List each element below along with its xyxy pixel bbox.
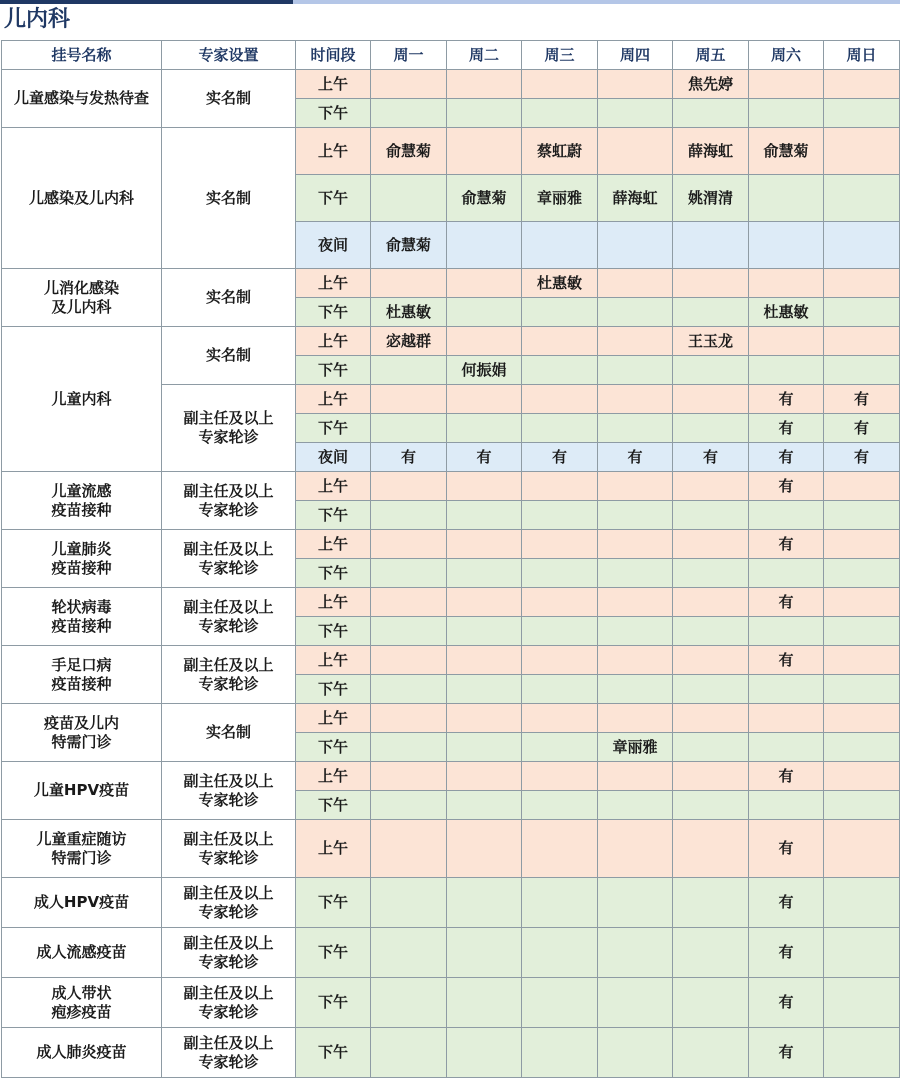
header-time-slot: 时间段: [296, 41, 371, 70]
day-cell-thu: [598, 128, 673, 175]
day-cell-thu: [598, 588, 673, 617]
day-cell-sun: [824, 762, 900, 791]
title-accent-bar: [0, 0, 293, 4]
day-cell-wed: [522, 559, 598, 588]
day-cell-sat: [749, 99, 824, 128]
day-cell-mon: [371, 414, 447, 443]
time-slot: 上午: [296, 704, 371, 733]
time-slot: 上午: [296, 472, 371, 501]
day-cell-sun: [824, 501, 900, 530]
day-cell-tue: [447, 588, 522, 617]
day-cell-thu: 章丽雅: [598, 733, 673, 762]
day-cell-thu: [598, 385, 673, 414]
time-slot: 下午: [296, 559, 371, 588]
day-cell-sat: 有: [749, 878, 824, 928]
day-cell-thu: [598, 978, 673, 1028]
day-cell-sat: [749, 617, 824, 646]
day-cell-mon: [371, 70, 447, 99]
day-cell-wed: [522, 99, 598, 128]
day-cell-fri: 有: [673, 443, 749, 472]
day-cell-sun: 有: [824, 414, 900, 443]
schedule-row: [2, 472, 900, 501]
day-cell-sat: [749, 559, 824, 588]
day-cell-mon: 杜惠敏: [371, 298, 447, 327]
day-cell-sat: 有: [749, 820, 824, 878]
day-cell-mon: [371, 928, 447, 978]
title-accent-bar-light: [293, 0, 900, 4]
day-cell-fri: [673, 978, 749, 1028]
day-cell-wed: [522, 646, 598, 675]
time-slot: 夜间: [296, 222, 371, 269]
registration-name: 手足口病 疫苗接种: [2, 646, 162, 704]
day-cell-sat: 有: [749, 978, 824, 1028]
day-cell-sun: [824, 356, 900, 385]
day-cell-tue: [447, 791, 522, 820]
day-cell-mon: [371, 733, 447, 762]
day-cell-sat: [749, 356, 824, 385]
day-cell-sun: [824, 978, 900, 1028]
day-cell-mon: [371, 617, 447, 646]
day-cell-fri: 薛海虹: [673, 128, 749, 175]
registration-name: 儿童HPV疫苗: [2, 762, 162, 820]
day-cell-thu: [598, 472, 673, 501]
time-slot: 上午: [296, 269, 371, 298]
day-cell-thu: [598, 878, 673, 928]
schedule-row: [2, 978, 900, 1028]
day-cell-thu: [598, 928, 673, 978]
expert-setting: 副主任及以上 专家轮诊: [162, 878, 296, 928]
day-cell-wed: [522, 820, 598, 878]
day-cell-mon: [371, 646, 447, 675]
schedule-row: [2, 762, 900, 791]
day-cell-tue: [447, 704, 522, 733]
day-cell-sat: 有: [749, 588, 824, 617]
day-cell-thu: [598, 501, 673, 530]
day-cell-thu: [598, 675, 673, 704]
expert-setting: 副主任及以上 专家轮诊: [162, 472, 296, 530]
time-slot: 下午: [296, 791, 371, 820]
registration-name: 儿消化感染 及儿内科: [2, 269, 162, 327]
day-cell-wed: [522, 617, 598, 646]
schedule-table: [1, 40, 900, 1078]
day-cell-wed: [522, 704, 598, 733]
day-cell-mon: [371, 269, 447, 298]
day-cell-wed: [522, 70, 598, 99]
day-cell-fri: 姚渭清: [673, 175, 749, 222]
day-cell-fri: [673, 559, 749, 588]
day-cell-mon: [371, 175, 447, 222]
time-slot: 下午: [296, 978, 371, 1028]
day-cell-wed: [522, 928, 598, 978]
day-cell-mon: [371, 704, 447, 733]
day-cell-sun: [824, 222, 900, 269]
day-cell-thu: [598, 414, 673, 443]
header-row: [2, 41, 900, 70]
day-cell-sun: 有: [824, 385, 900, 414]
day-cell-wed: [522, 298, 598, 327]
day-cell-sat: 有: [749, 443, 824, 472]
day-cell-fri: [673, 530, 749, 559]
day-cell-mon: [371, 762, 447, 791]
day-cell-mon: [371, 472, 447, 501]
day-cell-thu: [598, 298, 673, 327]
schedule-row: [2, 588, 900, 617]
day-cell-fri: [673, 298, 749, 327]
expert-setting: 副主任及以上 专家轮诊: [162, 1028, 296, 1078]
day-cell-tue: 俞慧菊: [447, 175, 522, 222]
day-cell-tue: [447, 70, 522, 99]
day-cell-mon: [371, 501, 447, 530]
day-cell-fri: [673, 1028, 749, 1078]
day-cell-mon: [371, 356, 447, 385]
day-cell-sat: [749, 675, 824, 704]
day-cell-wed: [522, 791, 598, 820]
day-cell-tue: [447, 675, 522, 704]
day-cell-mon: [371, 791, 447, 820]
day-cell-sun: 有: [824, 443, 900, 472]
registration-name: 成人带状 疱疹疫苗: [2, 978, 162, 1028]
day-cell-mon: [371, 878, 447, 928]
day-cell-fri: [673, 269, 749, 298]
expert-setting: 副主任及以上 专家轮诊: [162, 978, 296, 1028]
time-slot: 下午: [296, 298, 371, 327]
day-cell-sat: 有: [749, 762, 824, 791]
time-slot: 下午: [296, 878, 371, 928]
header-sunday: 周日: [824, 41, 900, 70]
registration-name: 成人流感疫苗: [2, 928, 162, 978]
day-cell-wed: 章丽雅: [522, 175, 598, 222]
registration-name: 儿童内科: [2, 327, 162, 472]
day-cell-tue: [447, 327, 522, 356]
day-cell-sun: [824, 298, 900, 327]
day-cell-tue: 何振娟: [447, 356, 522, 385]
schedule-row: [2, 269, 900, 298]
time-slot: 夜间: [296, 443, 371, 472]
expert-setting: 副主任及以上 专家轮诊: [162, 646, 296, 704]
day-cell-fri: [673, 820, 749, 878]
day-cell-tue: [447, 820, 522, 878]
day-cell-thu: [598, 791, 673, 820]
day-cell-fri: [673, 99, 749, 128]
day-cell-fri: [673, 791, 749, 820]
day-cell-sun: [824, 791, 900, 820]
day-cell-sat: [749, 733, 824, 762]
day-cell-fri: [673, 928, 749, 978]
expert-setting: 副主任及以上 专家轮诊: [162, 820, 296, 878]
schedule-row: [2, 928, 900, 978]
registration-name: 成人肺炎疫苗: [2, 1028, 162, 1078]
day-cell-thu: 有: [598, 443, 673, 472]
day-cell-sat: [749, 70, 824, 99]
day-cell-sun: [824, 733, 900, 762]
schedule-row: [2, 646, 900, 675]
day-cell-sat: [749, 222, 824, 269]
day-cell-tue: [447, 414, 522, 443]
day-cell-sat: 俞慧菊: [749, 128, 824, 175]
day-cell-sat: 有: [749, 1028, 824, 1078]
day-cell-sun: [824, 70, 900, 99]
day-cell-sat: 有: [749, 646, 824, 675]
day-cell-sat: 有: [749, 472, 824, 501]
day-cell-sun: [824, 928, 900, 978]
schedule-row: [2, 128, 900, 175]
header-saturday: 周六: [749, 41, 824, 70]
day-cell-fri: [673, 762, 749, 791]
day-cell-wed: [522, 1028, 598, 1078]
schedule-row: [2, 1028, 900, 1078]
time-slot: 下午: [296, 733, 371, 762]
day-cell-mon: [371, 385, 447, 414]
day-cell-wed: [522, 472, 598, 501]
day-cell-wed: [522, 762, 598, 791]
day-cell-sun: [824, 559, 900, 588]
day-cell-tue: [447, 646, 522, 675]
day-cell-fri: [673, 414, 749, 443]
day-cell-fri: [673, 704, 749, 733]
schedule-row: [2, 327, 900, 356]
header-friday: 周五: [673, 41, 749, 70]
day-cell-sat: 有: [749, 928, 824, 978]
day-cell-tue: [447, 878, 522, 928]
expert-setting: 实名制: [162, 327, 296, 385]
day-cell-fri: [673, 675, 749, 704]
day-cell-thu: [598, 327, 673, 356]
day-cell-sun: [824, 175, 900, 222]
day-cell-wed: 蔡虹蔚: [522, 128, 598, 175]
day-cell-sun: [824, 530, 900, 559]
expert-setting: 副主任及以上 专家轮诊: [162, 588, 296, 646]
day-cell-sat: [749, 269, 824, 298]
day-cell-sun: [824, 675, 900, 704]
time-slot: 下午: [296, 617, 371, 646]
day-cell-thu: [598, 269, 673, 298]
day-cell-thu: [598, 1028, 673, 1078]
day-cell-tue: [447, 501, 522, 530]
day-cell-mon: [371, 978, 447, 1028]
day-cell-sun: [824, 704, 900, 733]
day-cell-mon: [371, 559, 447, 588]
day-cell-mon: 宓越群: [371, 327, 447, 356]
day-cell-sat: [749, 327, 824, 356]
day-cell-fri: [673, 222, 749, 269]
time-slot: 下午: [296, 414, 371, 443]
time-slot: 上午: [296, 70, 371, 99]
expert-setting: 实名制: [162, 704, 296, 762]
day-cell-wed: [522, 978, 598, 1028]
registration-name: 轮状病毒 疫苗接种: [2, 588, 162, 646]
time-slot: 上午: [296, 762, 371, 791]
day-cell-wed: [522, 222, 598, 269]
day-cell-wed: 有: [522, 443, 598, 472]
day-cell-mon: [371, 530, 447, 559]
day-cell-sun: [824, 1028, 900, 1078]
schedule-row: [2, 878, 900, 928]
registration-name: 儿童肺炎 疫苗接种: [2, 530, 162, 588]
day-cell-mon: [371, 588, 447, 617]
day-cell-tue: [447, 385, 522, 414]
day-cell-wed: [522, 414, 598, 443]
time-slot: 上午: [296, 646, 371, 675]
day-cell-tue: [447, 222, 522, 269]
day-cell-sat: 杜惠敏: [749, 298, 824, 327]
header-tuesday: 周二: [447, 41, 522, 70]
day-cell-thu: [598, 530, 673, 559]
day-cell-sun: [824, 472, 900, 501]
header-expert-setting: 专家设置: [162, 41, 296, 70]
day-cell-mon: [371, 1028, 447, 1078]
time-slot: 下午: [296, 675, 371, 704]
day-cell-sat: 有: [749, 530, 824, 559]
header-registration-name: 挂号名称: [2, 41, 162, 70]
day-cell-thu: [598, 617, 673, 646]
time-slot: 下午: [296, 99, 371, 128]
expert-setting: 副主任及以上 专家轮诊: [162, 762, 296, 820]
time-slot: 上午: [296, 530, 371, 559]
day-cell-tue: [447, 269, 522, 298]
expert-setting: 实名制: [162, 128, 296, 269]
day-cell-thu: [598, 356, 673, 385]
day-cell-thu: [598, 704, 673, 733]
time-slot: 上午: [296, 327, 371, 356]
day-cell-tue: [447, 472, 522, 501]
schedule-row: [2, 70, 900, 99]
schedule-body: [2, 70, 900, 1078]
day-cell-thu: [598, 820, 673, 878]
time-slot: 上午: [296, 385, 371, 414]
expert-setting: 实名制: [162, 70, 296, 128]
day-cell-wed: [522, 733, 598, 762]
day-cell-sun: [824, 646, 900, 675]
day-cell-sat: [749, 704, 824, 733]
registration-name: 儿童流感 疫苗接种: [2, 472, 162, 530]
day-cell-fri: [673, 646, 749, 675]
day-cell-sun: [824, 820, 900, 878]
day-cell-sat: 有: [749, 385, 824, 414]
registration-name: 儿童感染与发热待查: [2, 70, 162, 128]
day-cell-sun: [824, 99, 900, 128]
time-slot: 下午: [296, 175, 371, 222]
expert-setting: 副主任及以上 专家轮诊: [162, 928, 296, 978]
day-cell-thu: [598, 99, 673, 128]
day-cell-tue: [447, 99, 522, 128]
time-slot: 下午: [296, 928, 371, 978]
day-cell-tue: [447, 1028, 522, 1078]
expert-setting: 副主任及以上 专家轮诊: [162, 385, 296, 472]
day-cell-thu: 薛海虹: [598, 175, 673, 222]
registration-name: 疫苗及儿内 特需门诊: [2, 704, 162, 762]
day-cell-sun: [824, 617, 900, 646]
day-cell-tue: [447, 978, 522, 1028]
day-cell-fri: 焦先婷: [673, 70, 749, 99]
day-cell-sat: [749, 501, 824, 530]
department-title: 儿内科: [4, 7, 71, 32]
day-cell-tue: 有: [447, 443, 522, 472]
title-area: [0, 0, 900, 40]
day-cell-thu: [598, 70, 673, 99]
day-cell-fri: 王玉龙: [673, 327, 749, 356]
day-cell-tue: [447, 762, 522, 791]
day-cell-wed: [522, 385, 598, 414]
day-cell-wed: [522, 501, 598, 530]
day-cell-sun: [824, 878, 900, 928]
day-cell-wed: [522, 530, 598, 559]
day-cell-mon: 俞慧菊: [371, 222, 447, 269]
time-slot: 上午: [296, 820, 371, 878]
day-cell-wed: 杜惠敏: [522, 269, 598, 298]
day-cell-sat: 有: [749, 414, 824, 443]
day-cell-fri: [673, 617, 749, 646]
day-cell-tue: [447, 733, 522, 762]
day-cell-sat: [749, 175, 824, 222]
day-cell-thu: [598, 559, 673, 588]
day-cell-fri: [673, 733, 749, 762]
expert-setting: 副主任及以上 专家轮诊: [162, 530, 296, 588]
day-cell-tue: [447, 530, 522, 559]
time-slot: 下午: [296, 1028, 371, 1078]
day-cell-mon: [371, 820, 447, 878]
day-cell-sun: [824, 588, 900, 617]
day-cell-fri: [673, 501, 749, 530]
day-cell-fri: [673, 588, 749, 617]
day-cell-fri: [673, 878, 749, 928]
day-cell-sat: [749, 791, 824, 820]
day-cell-sun: [824, 128, 900, 175]
day-cell-mon: [371, 675, 447, 704]
day-cell-wed: [522, 327, 598, 356]
day-cell-tue: [447, 928, 522, 978]
day-cell-wed: [522, 588, 598, 617]
day-cell-sun: [824, 269, 900, 298]
day-cell-tue: [447, 559, 522, 588]
day-cell-thu: [598, 222, 673, 269]
time-slot: 下午: [296, 356, 371, 385]
day-cell-wed: [522, 878, 598, 928]
time-slot: 上午: [296, 128, 371, 175]
day-cell-mon: 俞慧菊: [371, 128, 447, 175]
day-cell-tue: [447, 617, 522, 646]
day-cell-sun: [824, 327, 900, 356]
day-cell-mon: 有: [371, 443, 447, 472]
day-cell-thu: [598, 646, 673, 675]
schedule-row: [2, 530, 900, 559]
day-cell-wed: [522, 356, 598, 385]
day-cell-fri: [673, 472, 749, 501]
time-slot: 下午: [296, 501, 371, 530]
day-cell-fri: [673, 356, 749, 385]
schedule-row: [2, 820, 900, 878]
day-cell-mon: [371, 99, 447, 128]
expert-setting: 实名制: [162, 269, 296, 327]
day-cell-fri: [673, 385, 749, 414]
header-wednesday: 周三: [522, 41, 598, 70]
registration-name: 成人HPV疫苗: [2, 878, 162, 928]
registration-name: 儿感染及儿内科: [2, 128, 162, 269]
schedule-row: [2, 704, 900, 733]
registration-name: 儿童重症随访 特需门诊: [2, 820, 162, 878]
day-cell-wed: [522, 675, 598, 704]
day-cell-tue: [447, 298, 522, 327]
header-thursday: 周四: [598, 41, 673, 70]
day-cell-thu: [598, 762, 673, 791]
header-monday: 周一: [371, 41, 447, 70]
time-slot: 上午: [296, 588, 371, 617]
day-cell-tue: [447, 128, 522, 175]
